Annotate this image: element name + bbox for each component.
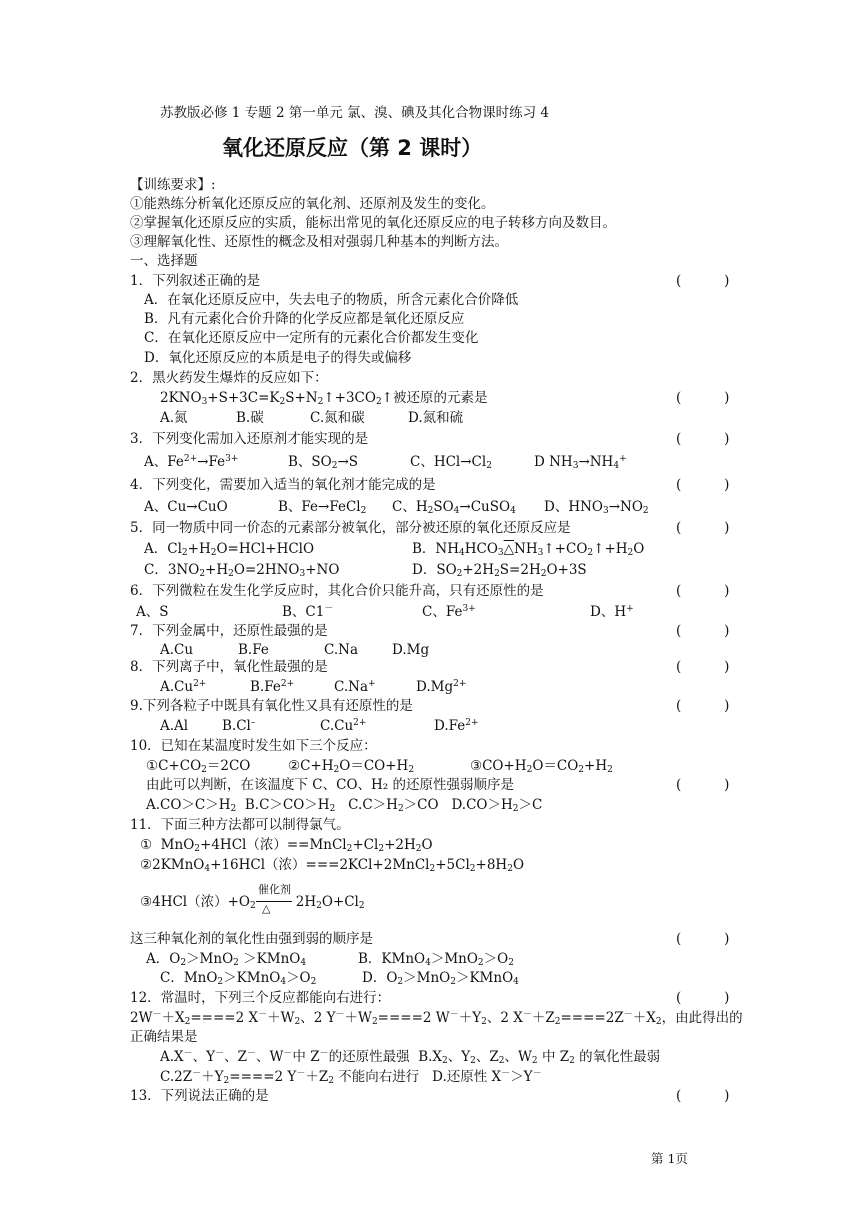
answer-blank: ( ): [676, 777, 730, 793]
question-1-stem: 1．下列叙述正确的是: [130, 273, 261, 289]
reaction: $③CO+H_2O=CO_2+H_2$: [470, 758, 613, 775]
option: A.Al: [160, 718, 189, 734]
answer-blank: ( ): [676, 431, 730, 447]
option: A．$O_2>MnO_2$ ＞KMnO$_4$: [146, 951, 307, 968]
option: D、$HNO_3\to NO_2$: [544, 499, 649, 516]
reaction: $①C+CO_2=2CO$: [146, 758, 251, 775]
answer-blank: ( ): [676, 990, 730, 1006]
option: C、$HCl\to Cl_2$: [410, 454, 492, 471]
option: $B.Fe^{2+}$: [250, 679, 295, 695]
answer-blank: ( ): [676, 583, 730, 599]
question-12-stem: 12．常温时，下列三个反应都能向右进行：: [130, 990, 391, 1006]
answer-blank: ( ): [676, 659, 730, 675]
option: C.Na+: [334, 679, 376, 695]
option: D $NH_3\to NH_4^+$: [534, 454, 627, 471]
page-title: 氧化还原反应（第 2 课时）: [222, 136, 483, 160]
question-9-stem: 9.下列各粒子中既具有氧化性又具有还原性的是: [130, 698, 413, 714]
option: B、$SO_2\to S$: [288, 454, 359, 471]
equation-text: 被还原的元素是: [392, 390, 488, 406]
section-heading: 一、选择题: [130, 253, 198, 269]
option: A、S: [136, 604, 169, 620]
option: B.Cl–: [222, 718, 256, 734]
equation: $2KNO_3+S+3C=K_2S+N_2↑+3CO_2↑$被还原的元素是: [160, 390, 488, 407]
heat-symbol: △: [262, 902, 271, 915]
option: B．$NH_4HCO_3\triangle NH_3↑+CO_2↑+H_2O$: [412, 541, 645, 558]
option: D．$O_2>MnO_2>KMnO_4$: [362, 970, 519, 987]
answer-blank: ( ): [676, 931, 730, 947]
option: $D.Fe^{2+}$: [434, 718, 479, 734]
option: C．$MnO_2>KMnO_4>O_2$: [160, 970, 317, 987]
option: D．$SO_2+2H_2S=2H_2O+3S$: [412, 562, 587, 579]
option: A.氮: [160, 410, 188, 426]
reaction: ① MnO$_2$+4HCl（浓）$==MnCl_2+Cl_2+2H_2O$: [140, 837, 433, 854]
option: A．在氧化还原反应中，失去电子的物质，所含元素化合价降低: [144, 292, 519, 308]
requirement-item: ③理解氧化性、还原性的概念及相对强弱几种基本的判断方法。: [130, 234, 508, 250]
option-row: $A.CO>C>H_2$ $B.C>CO>H_2$ $C.C>H_2>CO$ $D.CO>H_2>C$: [146, 797, 543, 814]
option: $C.Cu^{2+}$: [320, 718, 367, 734]
option: C．在氧化还原反应中一定所有的元素化合价都发生变化: [144, 330, 479, 346]
header-text: 苏教版必修 1 专题 2 第一单元 氯、溴、碘及其化合物课时练习 4: [160, 105, 550, 121]
option-row: $C.2Z^-+Y_2====2$ $Y^-+Z_2$ 不能向右进行 D.还原性 X－＞Y－: [160, 1069, 542, 1086]
answer-blank: ( ): [676, 520, 730, 536]
option-row: A.X－、Y－、Z－、W－中 Z－的还原性最强 $B.X_2$、$Y_2$、$Z_2$、$W_2$ 中 $Z_2$ 的氧化性最弱: [160, 1049, 661, 1066]
option: D、H+: [590, 604, 634, 620]
option: B．$KMnO_4>MnO_2>O_2$: [358, 951, 514, 968]
catalyst-label: 催化剂: [258, 883, 291, 896]
option: B.碳: [236, 410, 264, 426]
option: B、Fe→FeCl$_2$: [278, 499, 367, 516]
option: $D.Mg^{2+}$: [416, 679, 467, 695]
option: D．氧化还原反应的本质是电子的得失或偏移: [144, 350, 412, 366]
option: $A.Cu^{2+}$: [160, 679, 207, 695]
reaction: $②C+H_2O=CO+H_2$: [288, 758, 415, 775]
option: D.Mg: [392, 642, 430, 658]
option: A、Cu→CuO: [144, 499, 228, 515]
question-5-stem: 5．同一物质中同一价态的元素部分被氧化，部分被还原的氧化还原反应是: [130, 520, 571, 536]
question-2-stem: 2．黑火药发生爆炸的反应如下：: [130, 370, 328, 386]
option: B、C1－: [282, 604, 334, 620]
answer-blank: ( ): [676, 273, 730, 289]
reaction: ②2KMnO$_4$+16HCl（浓）$===2KCl+2MnCl_2+5Cl_2+8H_2O$: [140, 857, 525, 874]
requirement-item: ②掌握氧化还原反应的实质，能标出常见的氧化还原反应的电子转移方向及数目。: [130, 215, 616, 231]
question-12-conclusion: 正确结果是: [130, 1029, 198, 1045]
question-7-stem: 7．下列金属中，还原性最强的是: [130, 623, 328, 639]
question-4-stem: 4．下列变化，需要加入适当的氧化剂才能完成的是: [130, 477, 436, 493]
option: C、$H_2SO_4\to CuSO_4$: [392, 499, 516, 516]
option: B.Fe: [238, 642, 269, 658]
answer-blank: ( ): [676, 698, 730, 714]
reaction-line: $2W^-+X_2====2$ $X^-+W_2$、2 $Y^-+W_2====2$ $W^-+Y_2$、2 $X^-+Z_2====2Z^-+X_2$，由此得出的: [130, 1010, 743, 1027]
option: A．$Cl_2+H_2O=HCl+HClO$: [144, 541, 315, 558]
question-13-stem: 13．下列说法正确的是: [130, 1088, 269, 1104]
answer-blank: ( ): [676, 623, 730, 639]
reaction: ③4HCl（浓）$+O_2$ $2H_2O+Cl_2$: [140, 894, 365, 911]
question-3-stem: 3．下列变化需加入还原剂才能实现的是: [130, 431, 369, 447]
question-11-question: 这三种氧化剂的氧化性由强到弱的顺序是: [130, 931, 373, 947]
option: C.氮和碳: [310, 410, 365, 426]
option: C．$3NO_2+H_2O=2HNO_3+NO$: [144, 562, 340, 579]
question-10-line: 由此可以判断，在该温度下 C、CO、H₂ 的还原性强弱顺序是: [146, 777, 514, 793]
answer-blank: ( ): [676, 390, 730, 406]
requirement-item: ①能熟练分析氧化还原反应的氧化剂、还原剂及发生的变化。: [130, 196, 495, 212]
option: D.氮和硫: [408, 410, 464, 426]
question-10-stem: 10．已知在某温度时发生如下三个反应：: [130, 738, 377, 754]
option: C.Na: [324, 642, 359, 658]
answer-blank: ( ): [676, 1088, 730, 1104]
page-number: 第 1页: [651, 1151, 688, 1166]
question-11-stem: 11．下面三种方法都可以制得氯气。: [130, 817, 350, 833]
question-8-stem: 8．下列离子中，氧化性最强的是: [130, 659, 328, 675]
question-6-stem: 6．下列微粒在发生化学反应时，其化合价只能升高，只有还原性的是: [130, 583, 544, 599]
option: A、$Fe^{2+}\to Fe^{3+}$: [144, 454, 239, 470]
requirements-label: 【训练要求】:: [130, 177, 216, 193]
answer-blank: ( ): [676, 477, 730, 493]
option: B．凡有元素化合价升降的化学反应都是氧化还原反应: [144, 311, 465, 327]
option: C、$Fe^{3+}$: [422, 604, 476, 620]
option: A.Cu: [160, 642, 194, 658]
